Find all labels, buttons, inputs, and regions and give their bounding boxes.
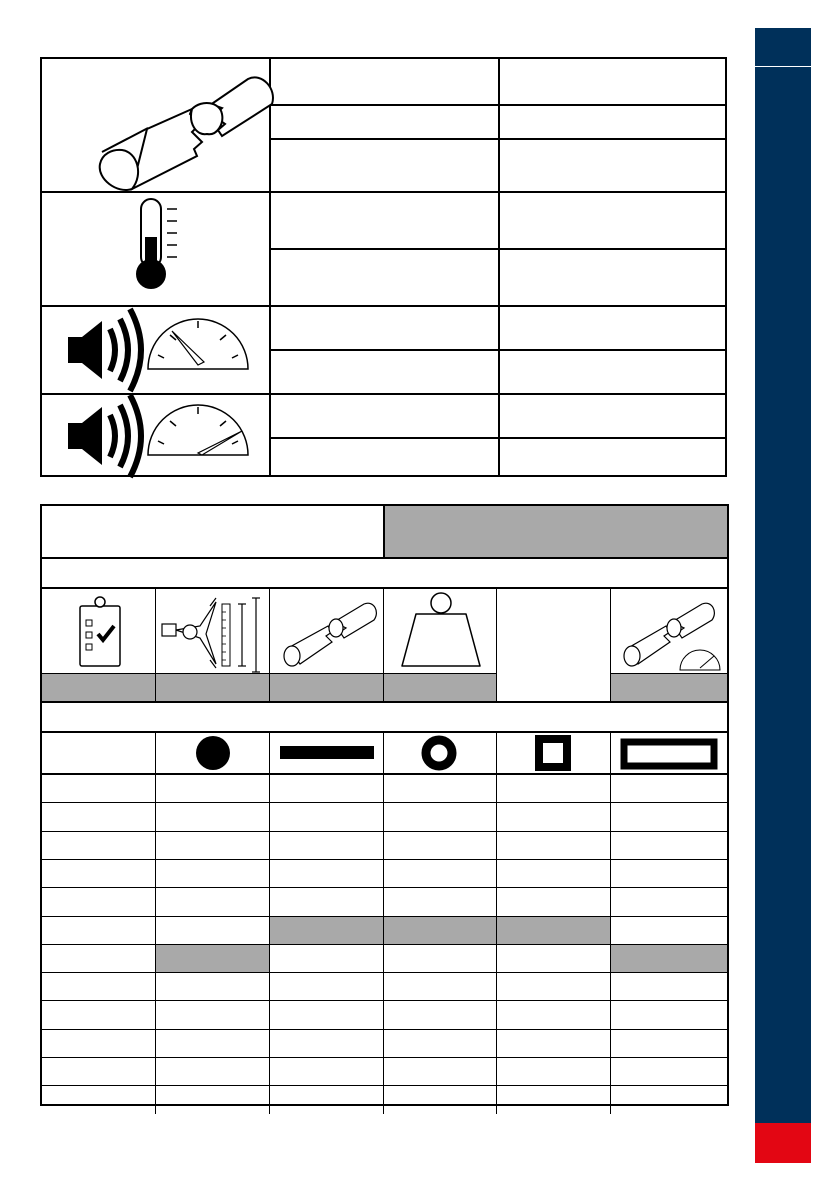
table-cell — [270, 1057, 384, 1085]
weight-icon — [398, 592, 484, 670]
table-cell — [156, 944, 270, 972]
loud-speaker-gauge-high-icon — [62, 307, 252, 393]
table-cell — [384, 972, 497, 1000]
table-cell — [156, 1057, 270, 1085]
table-cell — [270, 774, 384, 802]
table-cell — [42, 859, 156, 887]
checklist-icon — [78, 594, 124, 668]
table-cell — [497, 1000, 611, 1028]
table-cell — [270, 859, 384, 887]
table-cell — [611, 972, 727, 1000]
table-cell — [42, 1085, 156, 1113]
table-cell — [497, 1057, 611, 1085]
table-cell — [156, 972, 270, 1000]
table-cell — [270, 916, 384, 944]
table-cell — [384, 916, 497, 944]
thermometer-icon — [127, 197, 187, 292]
table-cell — [42, 802, 156, 830]
table-cell — [611, 944, 727, 972]
table-cell — [156, 859, 270, 887]
solid-round-bar-icon — [194, 734, 232, 772]
table-cell — [42, 774, 156, 802]
table-cell — [156, 887, 270, 915]
table-cell — [270, 944, 384, 972]
table-cell — [500, 59, 725, 104]
table-cell — [42, 1000, 156, 1028]
table-cell — [384, 944, 497, 972]
table-cell — [156, 831, 270, 859]
table-cell — [384, 859, 497, 887]
table-cell — [42, 972, 156, 1000]
table-cell — [611, 1029, 727, 1057]
table-cell — [270, 1029, 384, 1057]
table-cell — [497, 774, 611, 802]
table-cell — [611, 859, 727, 887]
table-cell — [384, 802, 497, 830]
broken-pipe-icon — [278, 598, 378, 668]
loud-speaker-gauge-low-icon — [62, 395, 252, 479]
table-cell — [497, 1029, 611, 1057]
table-cell — [270, 1000, 384, 1028]
table-cell — [156, 802, 270, 830]
table-cell — [42, 887, 156, 915]
round-tube-icon — [420, 734, 458, 772]
table-cell — [611, 802, 727, 830]
table-cell — [497, 887, 611, 915]
table-cell — [270, 972, 384, 1000]
table-cell — [156, 916, 270, 944]
table-cell — [156, 1085, 270, 1113]
edge-red-marker — [755, 1123, 811, 1163]
table-cell — [611, 831, 727, 859]
table-cell — [42, 1029, 156, 1057]
table-cell — [611, 774, 727, 802]
table-cell — [497, 916, 611, 944]
square-tube-icon — [535, 735, 571, 771]
table-cell — [270, 1085, 384, 1113]
table-cell — [384, 887, 497, 915]
header-gray-block — [384, 506, 727, 557]
table-cell — [384, 1029, 497, 1057]
table-cell — [42, 831, 156, 859]
table-cell — [270, 802, 384, 830]
table-cell — [611, 1085, 727, 1113]
table-cell — [497, 859, 611, 887]
table-cell — [497, 972, 611, 1000]
table-cell — [42, 916, 156, 944]
broken-pipe-gauge-icon — [618, 596, 724, 672]
table-cell — [497, 802, 611, 830]
table-cell — [42, 944, 156, 972]
material-selection-table — [40, 504, 729, 1106]
table-cell — [384, 774, 497, 802]
page-edge-tab — [755, 28, 811, 1163]
table-cell — [42, 1057, 156, 1085]
caliper-ruler-icon — [160, 594, 266, 672]
flat-bar-icon — [280, 744, 374, 762]
table-cell — [384, 1057, 497, 1085]
table-cell — [384, 1000, 497, 1028]
rectangular-tube-icon — [620, 738, 718, 770]
edge-divider — [755, 66, 811, 67]
table-cell — [384, 831, 497, 859]
table-cell — [156, 774, 270, 802]
broken-pipe-icon — [82, 64, 242, 189]
table-cell — [156, 1000, 270, 1028]
table-cell — [497, 831, 611, 859]
table-cell — [270, 887, 384, 915]
table-cell — [611, 1057, 727, 1085]
table-cell — [611, 916, 727, 944]
table-cell — [384, 1085, 497, 1113]
table-cell — [497, 944, 611, 972]
table-cell — [270, 831, 384, 859]
table-cell — [611, 1000, 727, 1028]
table-cell — [611, 887, 727, 915]
failure-conditions-table — [40, 57, 727, 477]
table-cell — [271, 59, 498, 104]
table-cell — [497, 1085, 611, 1113]
table-cell — [156, 1029, 270, 1057]
